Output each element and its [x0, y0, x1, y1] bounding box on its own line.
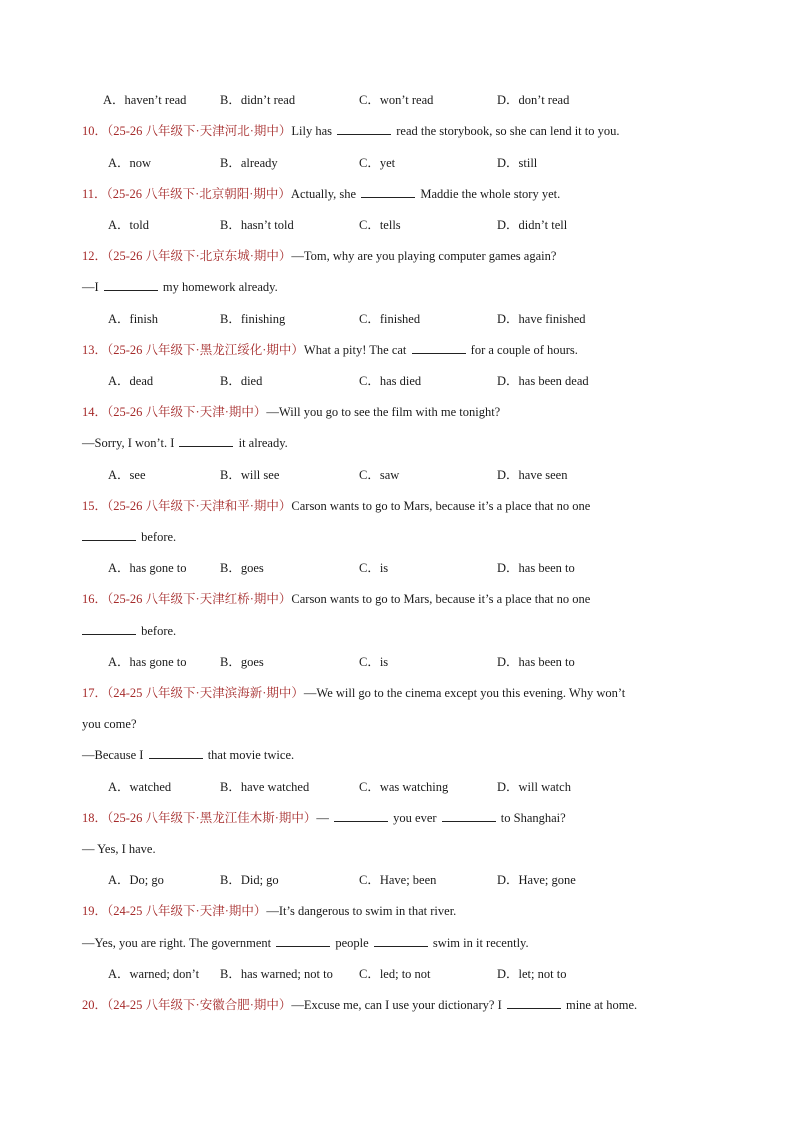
- q13-stem: [82, 342, 578, 358]
- q11-option-a[interactable]: A．told: [108, 218, 149, 232]
- q9-option-a[interactable]: A．haven’t read: [103, 93, 187, 107]
- q14-options: [0, 467, 794, 483]
- q10-stem: [82, 123, 619, 139]
- q12-number: 12．: [82, 249, 108, 263]
- q18-option-d[interactable]: D．Have; gone: [497, 873, 576, 887]
- q15-number: 15．: [82, 499, 108, 513]
- q18-option-c[interactable]: C．Have; been: [359, 873, 437, 887]
- q12-options: [0, 311, 794, 327]
- q18-blank-2: [442, 810, 496, 822]
- q17-source: （24-25 八年级下·天津滨海新·期中）: [107, 686, 304, 700]
- q17-line2: you come?: [82, 717, 137, 731]
- q19-source: （24-25 八年级下·天津·期中）: [107, 904, 267, 918]
- q10-options: [0, 155, 794, 171]
- q10-option-b[interactable]: B．already: [220, 156, 278, 170]
- q14-line2-a: —Sorry, I won’t. I: [82, 436, 178, 450]
- q13-source: （25-26 八年级下·黑龙江绥化·期中）: [107, 343, 304, 357]
- q14-option-b[interactable]: B．will see: [220, 468, 280, 482]
- q17-option-a[interactable]: A．watched: [108, 780, 172, 794]
- q13-option-d[interactable]: D．has been dead: [497, 374, 589, 388]
- q19-options: [0, 966, 794, 982]
- q12-source: （25-26 八年级下·北京东城·期中）: [107, 249, 292, 263]
- q14-option-a[interactable]: A．see: [108, 468, 146, 482]
- q17-option-d[interactable]: D．will watch: [497, 780, 571, 794]
- q14-option-d[interactable]: D．have seen: [497, 468, 568, 482]
- q16-option-d[interactable]: D．has been to: [497, 655, 575, 669]
- q15-text-a: Carson wants to go to Mars, because it’s a place that no one: [291, 499, 591, 513]
- q19-option-d[interactable]: D．let; not to: [497, 967, 567, 981]
- q16-line2: [82, 623, 176, 639]
- q13-option-a[interactable]: A．dead: [108, 374, 154, 388]
- q14-text-a: —Will you go to see the film with me tonight?: [266, 405, 501, 419]
- q15-option-b[interactable]: B．goes: [220, 561, 264, 575]
- q15-option-a[interactable]: A．has gone to: [108, 561, 187, 575]
- q12-text-a: —Tom, why are you playing computer games again?: [291, 249, 557, 263]
- q13-option-b[interactable]: B．died: [220, 374, 263, 388]
- q9-option-c[interactable]: C．won’t read: [359, 93, 434, 107]
- q12-line2-a: —I: [82, 280, 102, 294]
- q12-line2-b: my homework already.: [159, 280, 278, 294]
- q19-option-a[interactable]: A．warned; don’t: [108, 967, 200, 981]
- q20-blank: [507, 997, 561, 1009]
- q11-option-c[interactable]: C．tells: [359, 218, 401, 232]
- q16-source: （25-26 八年级下·天津红桥·期中）: [107, 592, 292, 606]
- q14-line2-b: it already.: [235, 436, 288, 450]
- q14-blank: [179, 435, 233, 447]
- q17-text-a: —We will go to the cinema except you this evening. Why won’t: [303, 686, 626, 700]
- q18-option-a[interactable]: A．Do; go: [108, 873, 164, 887]
- q18-text-c: to Shanghai?: [497, 811, 566, 825]
- q19-stem: [82, 903, 456, 919]
- q13-text-b: for a couple of hours.: [467, 343, 578, 357]
- q19-line2-b: people: [332, 936, 372, 950]
- q12-option-b[interactable]: B．finishing: [220, 312, 286, 326]
- q11-option-b[interactable]: B．hasn’t told: [220, 218, 294, 232]
- q14-option-c[interactable]: C．saw: [359, 468, 400, 482]
- q16-blank: [82, 623, 136, 635]
- q11-blank: [361, 186, 415, 198]
- q16-option-a[interactable]: A．has gone to: [108, 655, 187, 669]
- q17-line3-b: that movie twice.: [204, 748, 295, 762]
- q17-options: [0, 779, 794, 795]
- q16-option-b[interactable]: B．goes: [220, 655, 264, 669]
- q19-blank-1: [276, 935, 330, 947]
- q18-source: （25-26 八年级下·黑龙江佳木斯·期中）: [107, 811, 317, 825]
- q20-source: （24-25 八年级下·安徽合肥·期中）: [107, 998, 292, 1012]
- q19-blank-2: [374, 935, 428, 947]
- q14-number: 14．: [82, 405, 108, 419]
- q18-options: [0, 872, 794, 888]
- q11-options: [0, 217, 794, 233]
- q19-option-b[interactable]: B．has warned; not to: [220, 967, 333, 981]
- q15-blank: [82, 529, 136, 541]
- q18-option-b[interactable]: B．Did; go: [220, 873, 279, 887]
- q16-line2-b: before.: [138, 624, 177, 638]
- q13-options: [0, 373, 794, 389]
- q9-option-d[interactable]: D．don’t read: [497, 93, 570, 107]
- q11-stem: [82, 186, 560, 202]
- q13-option-c[interactable]: C．has died: [359, 374, 422, 388]
- q14-source: （25-26 八年级下·天津·期中）: [107, 405, 267, 419]
- q17-option-c[interactable]: C．was watching: [359, 780, 449, 794]
- q20-stem: [82, 997, 637, 1013]
- q14-stem: [82, 404, 500, 420]
- q16-stem: [82, 591, 590, 607]
- q11-number: 11．: [82, 187, 107, 201]
- q18-line2: — Yes, I have.: [82, 842, 156, 856]
- q10-source: （25-26 八年级下·天津河北·期中）: [107, 124, 292, 138]
- q13-text-a: What a pity! The cat: [303, 343, 410, 357]
- q15-source: （25-26 八年级下·天津和平·期中）: [107, 499, 292, 513]
- q19-text-a: —It’s dangerous to swim in that river.: [266, 904, 457, 918]
- q10-option-c[interactable]: C．yet: [359, 156, 396, 170]
- q15-option-c[interactable]: C．is: [359, 561, 389, 575]
- q19-option-c[interactable]: C．led; to not: [359, 967, 431, 981]
- q9-option-b[interactable]: B．didn’t read: [220, 93, 296, 107]
- q12-blank: [104, 279, 158, 291]
- q19-line2-c: swim in it recently.: [429, 936, 529, 950]
- q16-number: 16．: [82, 592, 108, 606]
- q17-option-b[interactable]: B．have watched: [220, 780, 310, 794]
- q10-option-a[interactable]: A．now: [108, 156, 152, 170]
- q20-text-b: mine at home.: [562, 998, 638, 1012]
- q12-option-d[interactable]: D．have finished: [497, 312, 586, 326]
- q12-option-a[interactable]: A．finish: [108, 312, 159, 326]
- q9-options: [0, 92, 794, 108]
- q18-stem: [82, 810, 566, 826]
- q12-line2: [82, 279, 278, 295]
- q17-blank: [149, 747, 203, 759]
- q13-blank: [412, 342, 466, 354]
- q17-line3-a: —Because I: [82, 748, 147, 762]
- q10-text-b: read the storybook, so she can lend it to you.: [393, 124, 620, 138]
- q14-line2: [82, 435, 288, 451]
- q11-source: （25-26 八年级下·北京朝阳·期中）: [106, 187, 291, 201]
- q16-option-c[interactable]: C．is: [359, 655, 389, 669]
- q11-option-d[interactable]: D．didn’t tell: [497, 218, 568, 232]
- q10-text-a: Lily has: [291, 124, 336, 138]
- q18-text-a: —: [316, 811, 333, 825]
- q16-text-a: Carson wants to go to Mars, because it’s a place that no one: [291, 592, 591, 606]
- q16-options: [0, 654, 794, 670]
- q15-line2: [82, 529, 176, 545]
- q18-blank-1: [334, 810, 388, 822]
- q17-line3: [82, 747, 294, 763]
- q12-option-c[interactable]: C．finished: [359, 312, 421, 326]
- q17-number: 17．: [82, 686, 108, 700]
- q10-option-d[interactable]: D．still: [497, 156, 538, 170]
- q18-number: 18．: [82, 811, 108, 825]
- q11-text-a: Actually, she: [290, 187, 360, 201]
- q18-text-b: you ever: [390, 811, 440, 825]
- q20-number: 20．: [82, 998, 108, 1012]
- q15-option-d[interactable]: D．has been to: [497, 561, 575, 575]
- q10-number: 10．: [82, 124, 108, 138]
- q19-line2: [82, 935, 529, 951]
- q15-line2-b: before.: [138, 530, 177, 544]
- q17-stem: [82, 685, 625, 701]
- q12-stem: [82, 248, 556, 264]
- q19-number: 19．: [82, 904, 108, 918]
- q20-text-a: —Excuse me, can I use your dictionary? I: [291, 998, 505, 1012]
- q15-options: [0, 560, 794, 576]
- q11-text-b: Maddie the whole story yet.: [417, 187, 561, 201]
- q15-stem: [82, 498, 590, 514]
- q10-blank: [337, 123, 391, 135]
- q19-line2-a: —Yes, you are right. The government: [82, 936, 275, 950]
- q13-number: 13．: [82, 343, 108, 357]
